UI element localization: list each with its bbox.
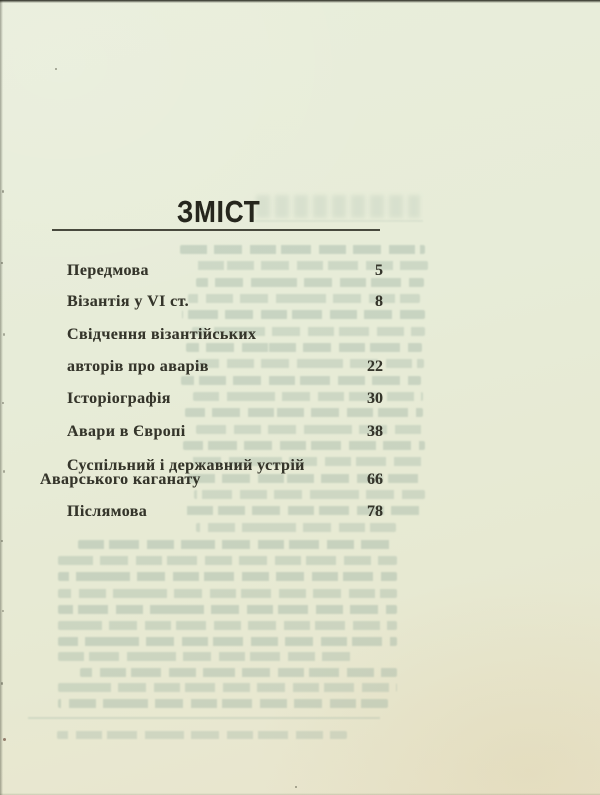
bleed-through-text-line — [194, 490, 425, 499]
bleed-through-text-line — [58, 621, 397, 630]
scan-left-edge — [0, 0, 3, 795]
bleed-through-text-line — [58, 683, 397, 692]
bleed-through-text-line — [80, 668, 397, 677]
bleed-through-text-line — [58, 637, 397, 646]
bleed-through-text-line — [58, 699, 388, 708]
bleed-through-footnote-rule — [28, 717, 380, 719]
dust-speck — [2, 190, 4, 193]
bleed-through-text-line — [183, 441, 425, 450]
dust-speck — [3, 470, 5, 473]
toc-entry-label: Післямова — [67, 503, 148, 520]
dust-speck — [3, 738, 6, 741]
bleed-through-heading-rule — [255, 220, 423, 222]
dust-speck — [1, 540, 3, 542]
scan-top-edge — [0, 0, 600, 3]
contents-title: ЗМІСТ — [177, 194, 261, 229]
bleed-through-text-line — [180, 245, 425, 254]
title-underline — [52, 229, 380, 231]
bleed-through-text-line — [58, 572, 397, 581]
dust-speck — [295, 786, 297, 788]
toc-entry-page-number: 38 — [367, 423, 383, 440]
dust-speck — [3, 333, 5, 336]
toc-entry-label: Передмова — [67, 262, 149, 279]
toc-entry — [40, 262, 383, 280]
toc-entry-label: авторів про аварів — [67, 358, 209, 375]
bleed-through-text-line — [185, 408, 423, 417]
toc-entry-label: Авари в Європі — [67, 423, 186, 440]
toc-entry — [40, 471, 383, 489]
toc-entry — [40, 358, 383, 376]
dust-speck — [2, 610, 4, 612]
toc-entry-page-number: 78 — [367, 503, 383, 520]
toc-entry-label: Візантія у VI ст. — [67, 293, 190, 310]
toc-entry — [40, 390, 383, 408]
dust-speck — [1, 682, 3, 685]
toc-entry — [40, 326, 383, 344]
toc-entry-page-number: 66 — [367, 471, 383, 488]
bleed-through-text-line — [58, 589, 397, 598]
dust-speck — [2, 402, 4, 404]
bleed-through-heading — [256, 195, 420, 218]
bleed-through-text-line — [181, 376, 421, 385]
toc-entry-label: Суспільний і державний устрій — [67, 457, 305, 474]
toc-entry-page-number: 30 — [367, 390, 383, 407]
toc-entry-label: Свідчення візантійських — [67, 326, 257, 343]
toc-entry — [40, 423, 383, 441]
bleed-through-text-line — [58, 652, 358, 661]
bleed-through-text-line — [78, 540, 397, 549]
toc-entry-page-number: 8 — [375, 293, 383, 310]
bleed-through-text-line — [182, 310, 425, 319]
bleed-through-text-line — [57, 731, 347, 739]
toc-entry-label: Аварського каганату — [40, 471, 201, 488]
toc-entry-label: Історіографія — [67, 390, 171, 407]
toc-entry — [40, 503, 383, 521]
bleed-through-text-line — [58, 556, 397, 565]
toc-entry-page-number: 5 — [375, 262, 383, 279]
bleed-through-text-line — [186, 343, 422, 352]
dust-speck — [1, 262, 3, 264]
dust-speck — [55, 68, 57, 70]
bleed-through-text-line — [196, 523, 396, 532]
toc-entry-page-number: 22 — [367, 358, 383, 375]
toc-entry — [40, 293, 383, 311]
bleed-through-text-line — [58, 605, 397, 614]
